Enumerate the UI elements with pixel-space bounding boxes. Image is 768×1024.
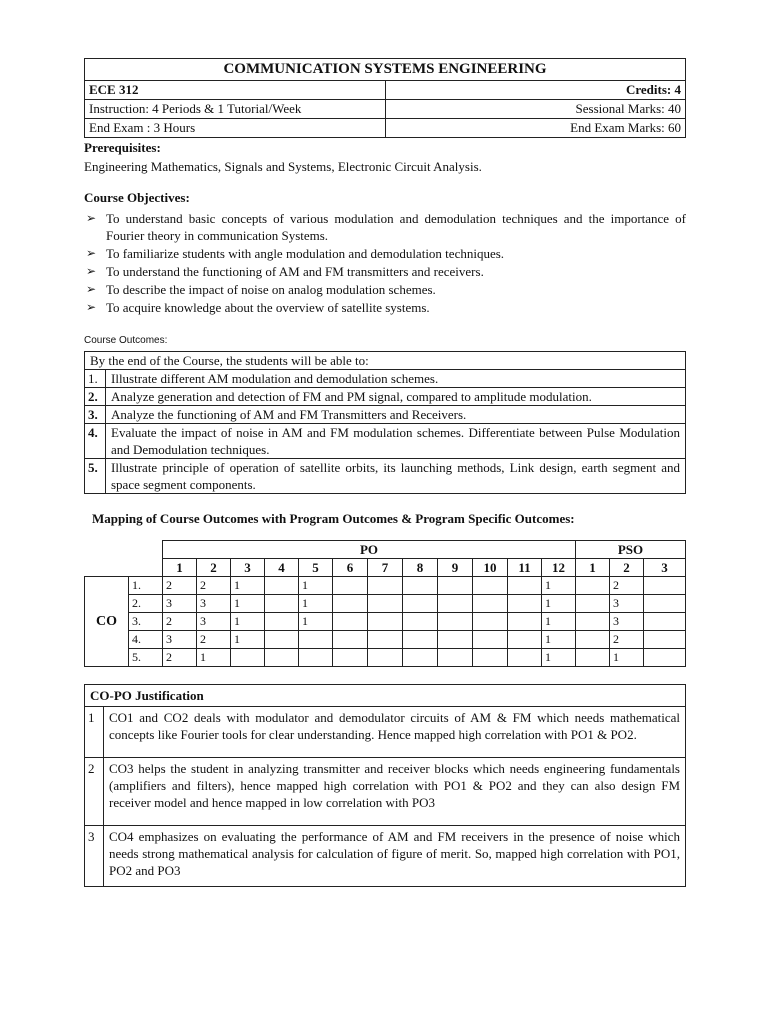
mapping-cell: [403, 577, 438, 595]
mapping-cell: [576, 631, 610, 649]
sessional-marks: Sessional Marks: 40: [385, 100, 686, 119]
mapping-cell: [576, 613, 610, 631]
column-number-header: 5: [299, 559, 333, 577]
pso-header: PSO: [576, 541, 686, 559]
mapping-cell: 1: [542, 595, 576, 613]
mapping-cell: 1: [542, 631, 576, 649]
mapping-cell: [644, 649, 686, 667]
mapping-cell: [403, 649, 438, 667]
column-number-header: 12: [542, 559, 576, 577]
mapping-cell: [333, 613, 368, 631]
mapping-cell: [473, 595, 508, 613]
mapping-cell: [368, 649, 403, 667]
mapping-cell: 1: [231, 613, 265, 631]
co-label: CO: [85, 577, 129, 667]
outcome-row: 3. Analyze the functioning of AM and FM Transmitters and Receivers.: [85, 406, 686, 424]
mapping-cell: 2: [610, 577, 644, 595]
mapping-cell: [265, 613, 299, 631]
mapping-title: Mapping of Course Outcomes with Program Outcomes & Program Specific Outcomes:: [92, 511, 575, 526]
mapping-cell: [473, 613, 508, 631]
mapping-cell: [438, 631, 473, 649]
objective-item: ➢ To familiarize students with angle modulation and demodulation techniques.: [86, 246, 505, 261]
po-header: PO: [163, 541, 576, 559]
mapping-cell: [473, 649, 508, 667]
instruction-hours: Instruction: 4 Periods & 1 Tutorial/Week: [85, 100, 386, 119]
mapping-cell: [265, 595, 299, 613]
mapping-cell: 3: [610, 595, 644, 613]
mapping-cell: 2: [163, 613, 197, 631]
mapping-cell: [644, 595, 686, 613]
outcome-row: 4. Evaluate the impact of noise in AM and FM modulation schemes. Differentiate between Pulse Modulation and Demodulation techniques.: [85, 424, 686, 459]
column-number-header: 4: [265, 559, 299, 577]
column-number-header: 2: [197, 559, 231, 577]
mapping-cell: [265, 631, 299, 649]
mapping-cell: 2: [163, 577, 197, 595]
mapping-cell: [473, 577, 508, 595]
mapping-cell: 1: [299, 613, 333, 631]
mapping-cell: [368, 577, 403, 595]
co-po-mapping-table: [84, 540, 686, 667]
mapping-cell: [403, 613, 438, 631]
mapping-row: [85, 631, 686, 649]
co-number: 2.: [129, 595, 163, 613]
exam-duration: End Exam : 3 Hours: [85, 119, 386, 138]
column-number-header: 3: [231, 559, 265, 577]
objectives-list: [84, 210, 686, 316]
column-number-header: 7: [368, 559, 403, 577]
mapping-row: [85, 577, 686, 595]
column-number-header: 6: [333, 559, 368, 577]
mapping-cell: [644, 631, 686, 649]
mapping-cell: 1: [542, 577, 576, 595]
mapping-cell: [299, 631, 333, 649]
mapping-cell: 3: [197, 613, 231, 631]
course-code: ECE 312: [85, 81, 386, 100]
objective-item: ➢ To acquire knowledge about the overview of satellite systems.: [86, 300, 430, 315]
arrow-bullet-icon: ➢: [86, 300, 97, 314]
course-outcomes-table: [84, 351, 686, 494]
mapping-cell: [644, 613, 686, 631]
course-header-table: [84, 58, 686, 138]
objective-item: ➢ To understand basic concepts of various modulation and demodulation techniques and the importance of Fourier theory in communication Systems.: [86, 211, 686, 243]
arrow-bullet-icon: ➢: [86, 211, 97, 225]
column-number-header: 1: [163, 559, 197, 577]
objective-item: ➢ To describe the impact of noise on analog modulation schemes.: [86, 282, 436, 297]
mapping-cell: [438, 577, 473, 595]
syllabus-page: [84, 58, 686, 887]
exam-marks: End Exam Marks: 60: [385, 119, 686, 138]
mapping-cell: [508, 649, 542, 667]
mapping-cell: 1: [299, 577, 333, 595]
mapping-cell: [265, 649, 299, 667]
mapping-cell: [576, 649, 610, 667]
outcome-row: 2. Analyze generation and detection of FM and PM signal, compared to amplitude modulation.: [85, 388, 686, 406]
mapping-cell: [368, 595, 403, 613]
outcomes-caption: Course Outcomes:: [84, 335, 168, 346]
mapping-cell: [403, 631, 438, 649]
mapping-cell: 1: [231, 577, 265, 595]
co-number: 5.: [129, 649, 163, 667]
column-number-header: 11: [508, 559, 542, 577]
mapping-cell: 2: [197, 577, 231, 595]
justification-row: 3 CO4 emphasizes on evaluating the performance of AM and FM receivers in the presence of noise which needs strong mathematical analysis for calculation of figure of merit. So, mapped high correlation with PO1, PO2 and PO3: [85, 826, 686, 887]
column-number-header: 1: [576, 559, 610, 577]
mapping-cell: 1: [542, 613, 576, 631]
mapping-cell: [368, 631, 403, 649]
justification-table: [84, 684, 686, 887]
mapping-cell: [438, 649, 473, 667]
objective-item: ➢ To understand the functioning of AM and FM transmitters and receivers.: [86, 264, 484, 279]
mapping-cell: [333, 631, 368, 649]
column-number-header: 2: [610, 559, 644, 577]
column-number-header: 3: [644, 559, 686, 577]
mapping-cell: [231, 649, 265, 667]
justification-row: 2 CO3 helps the student in analyzing transmitter and receiver blocks which needs engineering fundamentals (amplifiers and filters), hence mapped high correlation with PO1 & PO2 and they can also design FM receiver model and hence mapped in low correlation with PO3: [85, 758, 686, 826]
course-credits: Credits: 4: [385, 81, 686, 100]
prerequisites-text: Engineering Mathematics, Signals and Systems, Electronic Circuit Analysis.: [84, 159, 482, 174]
column-number-header: 10: [473, 559, 508, 577]
outcome-row: 1. Illustrate different AM modulation and demodulation schemes.: [85, 370, 686, 388]
mapping-cell: [576, 595, 610, 613]
outcome-row: 5. Illustrate principle of operation of satellite orbits, its launching methods, Link design, earth segment and space segment components.: [85, 459, 686, 494]
mapping-cell: 1: [299, 595, 333, 613]
arrow-bullet-icon: ➢: [86, 282, 97, 296]
mapping-cell: [333, 595, 368, 613]
number-header-row: [85, 559, 686, 577]
mapping-cell: [508, 577, 542, 595]
co-number: 3.: [129, 613, 163, 631]
mapping-cell: [368, 613, 403, 631]
mapping-cell: [333, 649, 368, 667]
mapping-cell: [438, 613, 473, 631]
mapping-cell: 2: [163, 649, 197, 667]
mapping-cell: [473, 631, 508, 649]
justification-title: CO-PO Justification: [85, 685, 686, 707]
outcomes-intro: By the end of the Course, the students will be able to:: [85, 352, 686, 370]
mapping-row: [85, 595, 686, 613]
mapping-cell: [508, 631, 542, 649]
co-number: 4.: [129, 631, 163, 649]
mapping-cell: [508, 595, 542, 613]
objectives-label: Course Objectives:: [84, 190, 190, 205]
arrow-bullet-icon: ➢: [86, 246, 97, 260]
mapping-cell: 2: [610, 631, 644, 649]
mapping-cell: 3: [197, 595, 231, 613]
justification-row: 1 CO1 and CO2 deals with modulator and demodulator circuits of AM & FM which needs mathematical concepts like Fourier tools for clear understanding. Hence mapped high correlation with PO1 & PO2.: [85, 707, 686, 758]
column-number-header: 8: [403, 559, 438, 577]
mapping-cell: 1: [542, 649, 576, 667]
prerequisites-label: Prerequisites:: [84, 140, 161, 155]
mapping-cell: [576, 577, 610, 595]
mapping-cell: [644, 577, 686, 595]
arrow-bullet-icon: ➢: [86, 264, 97, 278]
mapping-cell: 1: [231, 595, 265, 613]
mapping-cell: 1: [197, 649, 231, 667]
mapping-cell: [299, 649, 333, 667]
mapping-cell: [508, 613, 542, 631]
mapping-cell: 2: [197, 631, 231, 649]
co-number: 1.: [129, 577, 163, 595]
mapping-row: [85, 649, 686, 667]
mapping-cell: 3: [610, 613, 644, 631]
mapping-cell: 1: [231, 631, 265, 649]
mapping-cell: 1: [610, 649, 644, 667]
course-title: COMMUNICATION SYSTEMS ENGINEERING: [85, 59, 686, 81]
mapping-cell: [265, 577, 299, 595]
column-number-header: 9: [438, 559, 473, 577]
mapping-cell: [438, 595, 473, 613]
mapping-cell: 3: [163, 631, 197, 649]
mapping-cell: [333, 577, 368, 595]
mapping-cell: [403, 595, 438, 613]
mapping-cell: 3: [163, 595, 197, 613]
mapping-row: [85, 613, 686, 631]
